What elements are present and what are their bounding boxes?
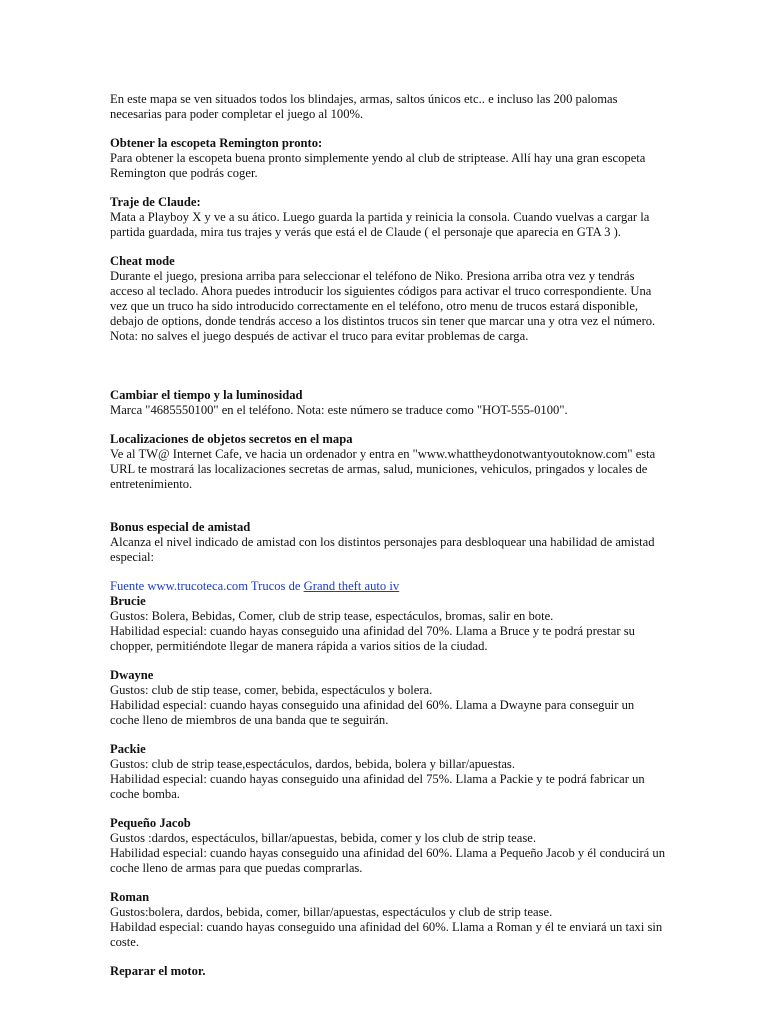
character-ability: Habilidad especial: cuando hayas conseguido una afinidad del 70%. Llama a Bruce y te podrá prestar su chopper, permitiéndote llegar de manera rápida a varios sitios de la ciudad.: [110, 624, 635, 653]
section-secret-objects-title: Localizaciones de objetos secretos en el mapa: [110, 432, 353, 446]
section-weather: [110, 388, 666, 418]
section-claude-body: Mata a Playboy X y ve a su ático. Luego guarda la partida y reinicia la consola. Cuando vuelvas a cargar la partida guardada, mira tus trajes y verás que está el de Claude ( el personaje que aparecia en GTA 3 ).: [110, 210, 650, 239]
section-cheat-mode: [110, 254, 666, 344]
character-likes: Gustos :dardos, espectáculos, billar/apuestas, bebida, comer y los club de strip tease.: [110, 831, 536, 845]
section-friendship-bonus-title: Bonus especial de amistad: [110, 520, 251, 534]
character-ability: Habildad especial: cuando hayas conseguido una afinidad del 60%. Llama a Roman y él te enviará un taxi sin coste.: [110, 920, 663, 949]
section-weather-body: Marca "4685550100" en el teléfono. Nota: este número se traduce como "HOT-555-0100".: [110, 403, 568, 417]
character-likes: Gustos: Bolera, Bebidas, Comer, club de strip tease, espectáculos, bromas, salir en bote.: [110, 609, 554, 623]
source-prefix: Fuente www.trucoteca.com Trucos de: [110, 579, 304, 593]
section-secret-objects-body: Ve al TW@ Internet Cafe, ve hacia un ordenador y entra en "www.whattheydonotwantyoutoknow.com" esta URL te mostrará las localizaciones secretas de armas, salud, municiones, vehiculos, pringados y locales de entretenimiento.: [110, 447, 656, 491]
character-brucie: [110, 594, 666, 654]
source-line: [110, 579, 666, 594]
character-ability: Habilidad especial: cuando hayas conseguido una afinidad del 60%. Llama a Dwayne para conseguir un coche lleno de miembros de una banda que te seguirán.: [110, 698, 635, 727]
section-engine-repair-title: Reparar el motor.: [110, 964, 206, 978]
character-ability: Habilidad especial: cuando hayas conseguido una afinidad del 60%. Llama a Pequeño Jacob y él conducirá un coche lleno de armas para que puedas comprarlas.: [110, 846, 665, 875]
section-remington-title: Obtener la escopeta Remington pronto:: [110, 136, 323, 150]
section-remington: [110, 136, 666, 181]
section-weather-title: Cambiar el tiempo y la luminosidad: [110, 388, 303, 402]
section-claude: [110, 195, 666, 240]
section-friendship-bonus: [110, 520, 666, 565]
character-roman: [110, 890, 666, 950]
character-name: Pequeño Jacob: [110, 816, 191, 830]
character-name: Brucie: [110, 594, 146, 608]
intro-paragraph: En este mapa se ven situados todos los blindajes, armas, saltos únicos etc.. e incluso las 200 palomas necesarias para poder completar el juego al 100%.: [110, 92, 618, 121]
character-likes: Gustos:bolera, dardos, bebida, comer, billar/apuestas, espectáculos y club de strip tease.: [110, 905, 553, 919]
document-page: [110, 92, 666, 979]
character-little-jacob: [110, 816, 666, 876]
section-claude-title: Traje de Claude:: [110, 195, 201, 209]
section-friendship-bonus-body: Alcanza el nivel indicado de amistad con los distintos personajes para desbloquear una habilidad de amistad especial:: [110, 535, 655, 564]
character-packie: [110, 742, 666, 802]
section-secret-objects: [110, 432, 666, 492]
source-link[interactable]: Grand theft auto iv: [303, 579, 400, 593]
character-dwayne: [110, 668, 666, 728]
section-remington-body: Para obtener la escopeta buena pronto simplemente yendo al club de striptease. Allí hay una gran escopeta Remington que podrás coger.: [110, 151, 646, 180]
character-ability: Habilidad especial: cuando hayas conseguido una afinidad del 75%. Llama a Packie y te podrá fabricar un coche bomba.: [110, 772, 645, 801]
character-likes: Gustos: club de stip tease, comer, bebida, espectáculos y bolera.: [110, 683, 433, 697]
character-name: Packie: [110, 742, 146, 756]
character-name: Roman: [110, 890, 150, 904]
character-name: Dwayne: [110, 668, 154, 682]
section-cheat-mode-body: Durante el juego, presiona arriba para seleccionar el teléfono de Niko. Presiona arriba otra vez y tendrás acceso al teclado. Ahora puedes introducir los siguientes códigos para activar el truco correspondiente. Una vez que un truco ha sido introducido correctamente en el teléfono, otro menu de trucos estará disponible, debajo de options, donde tendrás acceso a los distintos trucos sin tener que marcar una y otra vez el número. Nota: no salves el juego después de activar el truco para evitar problemas de carga.: [110, 269, 656, 343]
character-likes: Gustos: club de strip tease,espectáculos, dardos, bebida, bolera y billar/apuestas.: [110, 757, 515, 771]
section-cheat-mode-title: Cheat mode: [110, 254, 175, 268]
